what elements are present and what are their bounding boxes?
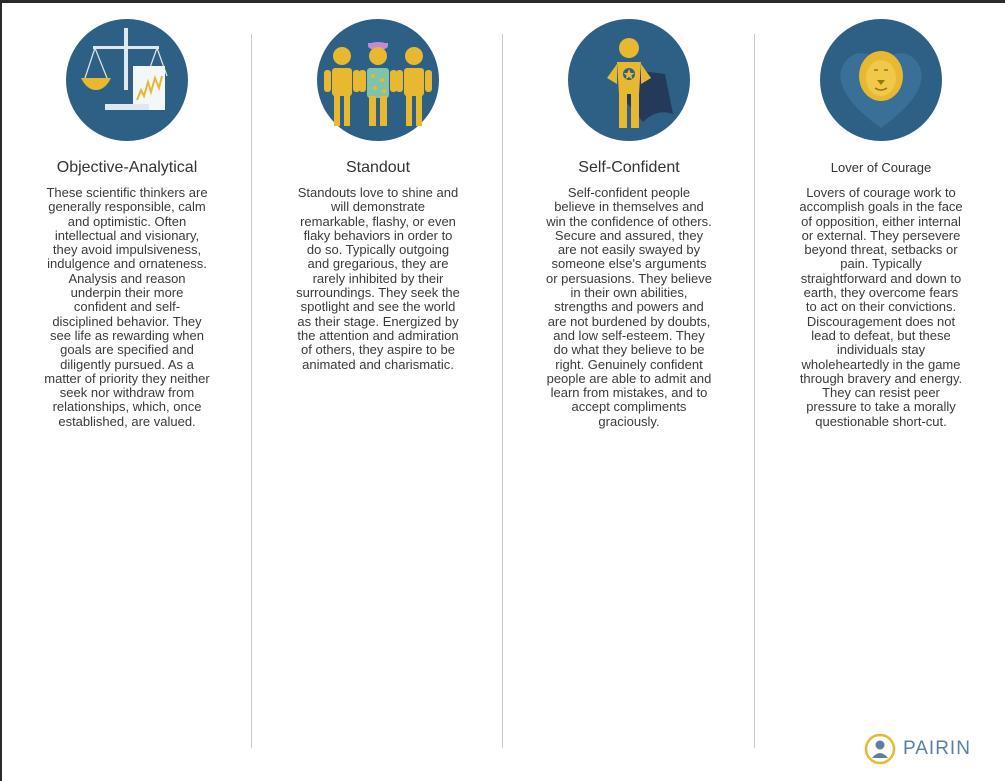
trait-title: Lover of Courage [830,160,932,175]
balance-scale-chart-icon [65,18,189,142]
column-divider [754,34,755,748]
trait-column-objective-analytical [44,18,210,429]
left-border [0,0,2,781]
trait-description: Self-confident people believe in themselves and win the confidence of others. Secure and assured, they are not easily swayed by someone else's arguments or persuasions. They believe in their own abilities, strengths and powers and are not burdened by doubts, and low self-esteem. They do what they believe to be right. Genuinely confident people are able to admit and learn from mistakes, and to accept compliments graciously. [546,185,712,429]
lion-heart-icon [819,18,943,142]
trait-column-self-confident [546,18,712,429]
top-border [0,0,1005,3]
standout-people-icon [316,18,440,142]
superhero-icon [567,18,691,142]
pairin-logo [864,733,971,765]
logo-text: PAIRIN [903,738,971,759]
pairin-logo-icon [864,733,896,765]
column-divider [251,34,252,748]
trait-column-lover-of-courage [798,18,964,429]
trait-description: Standouts love to shine and will demonstrate remarkable, flashy, or even flaky behaviors in order to do so. Typically outgoing and gregarious, they are rarely inhibited by their surroundings. They seek the spotlight and see the world as their stage. Energized by the attention and admiration of others, they aspire to be animated and charismatic. [296,185,460,372]
trait-title: Standout [345,159,411,176]
trait-column-standout [295,18,461,372]
trait-title: Objective-Analytical [56,159,198,176]
trait-description: Lovers of courage work to accomplish goals in the face of opposition, either internal or external. They persevere beyond threat, setbacks or pain. Typically straightforward and down to earth, they overcome fears to act on their convictions. Discouragement does not lead to defeat, but these individuals stay wholeheartedly in the game through bravery and energy. They can resist peer pressure to take a morally questionable short-cut. [799,185,963,429]
column-divider [502,34,503,748]
trait-description: These scientific thinkers are generally responsible, calm and optimistic. Often intellectual and visionary, they avoid impulsiveness, indulgence and ornateness. Analysis and reason underpin their more confident and self-disciplined behavior. They see life as rewarding when goals are specified and diligently pursued. As a matter of priority they neither seek nor withdraw from relationships, which, once established, are valued. [44,185,210,429]
trait-title: Self-Confident [578,159,680,176]
